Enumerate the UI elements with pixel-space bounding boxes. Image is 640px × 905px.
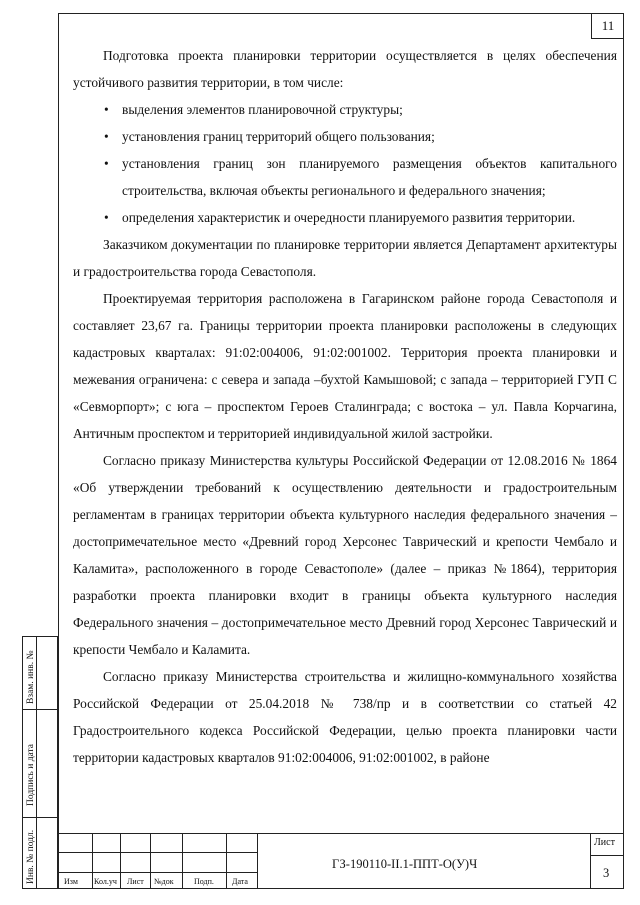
title-block-divider (150, 833, 151, 889)
list-item-text: выделения элементов планировочной структуры; (122, 102, 403, 117)
side-label-podpis: Подпись и дата (26, 743, 36, 806)
bullet-icon: • (104, 129, 109, 144)
document-code: ГЗ-190110-II.1-ППТ-О(У)Ч (332, 857, 478, 871)
col-ndok: №док (154, 877, 174, 886)
col-kol-uch: Кол.уч (94, 877, 117, 886)
paragraph-territory: Проектируемая территория расположена в Гагаринском районе города Севастополя и составляет 23,67 га. Границы территории проекта планировки расположены в следующих кадастровых кварталах: 91:02:004006, 91:02:001002. Территория проекта планировки и межевания ограничена: с севера и запада –бухтой Камышовой; с запада – территорией ГУП С «Севморпорт»; с юга – проспектом Героев Сталинграда; с востока – ул. Павла Корчагина, Античным проспектом и территорией индивидуальной жилой застройки. (73, 291, 617, 441)
title-block-divider (257, 833, 258, 889)
paragraph-purpose: Согласно приказу Министерства строительства и жилищно-коммунального хозяйства Российской Федерации от 25.04.2018 № 738/пр и в соответствии со статьей 42 Градостроительного кодекса Российской Федерации, целью проекта планировки части территории кадастровых кварталов 91:02:004006, 91:02:001002, в районе (73, 669, 617, 765)
title-block-row-line (58, 872, 257, 873)
col-izm: Изм (64, 877, 78, 886)
bullet-icon: • (104, 102, 109, 117)
side-label-vzam: Взам. инв. № (26, 650, 36, 704)
col-data: Дата (232, 877, 248, 886)
side-label-inv: Инв. № подл. (26, 829, 36, 884)
title-block-divider (182, 833, 183, 889)
title-block-divider (92, 833, 93, 889)
page-number: 11 (591, 13, 624, 39)
side-divider (23, 709, 57, 710)
title-block-divider (226, 833, 227, 889)
title-block-divider (590, 833, 591, 889)
bullet-icon: • (104, 210, 109, 225)
col-podp: Подп. (194, 877, 214, 886)
side-divider (36, 637, 37, 888)
paragraph-customer: Заказчиком документации по планировке территории является Департамент архитектуры и градостроительства города Севастополя. (73, 237, 617, 279)
document-body (73, 42, 617, 771)
sheet-label: Лист (594, 837, 615, 848)
col-list: Лист (127, 877, 144, 886)
title-block-row-line (58, 852, 257, 853)
list-item (73, 150, 617, 204)
bullet-icon: • (104, 156, 109, 171)
list-item-text: установления границ территорий общего пользования; (122, 129, 435, 144)
paragraph-intro: Подготовка проекта планировки территории осуществляется в целях обеспечения устойчивого развития территории, в том числе: (73, 48, 617, 90)
paragraph-heritage: Согласно приказу Министерства культуры Российской Федерации от 12.08.2016 № 1864 «Об утверждении требований к осуществлению деятельности и градостроительным регламентам в границах территории объекта культурного наследия федерального значения – достопримечательное место «Древний город Херсонес Таврический и крепости Чембало и Каламита», расположенного в городе Севастополе» (далее – приказ №1864), территория разработки проекта планировки входит в границы объекта культурного наследия Федерального значения – достопримечательное место Древний город Херсонес Таврический и крепости Чембало и Каламита. (73, 453, 617, 657)
title-block-divider (120, 833, 121, 889)
bullet-list (73, 96, 617, 231)
list-item-text: установления границ зон планируемого размещения объектов капитального строительства, включая объекты регионального и федерального значения; (122, 156, 617, 198)
title-block-row-line (590, 855, 624, 856)
list-item (73, 96, 617, 123)
list-item (73, 204, 617, 231)
list-item (73, 123, 617, 150)
side-divider (23, 817, 57, 818)
list-item-text: определения характеристик и очередности планируемого развития территории. (122, 210, 576, 225)
sheet-number: 3 (603, 866, 610, 880)
